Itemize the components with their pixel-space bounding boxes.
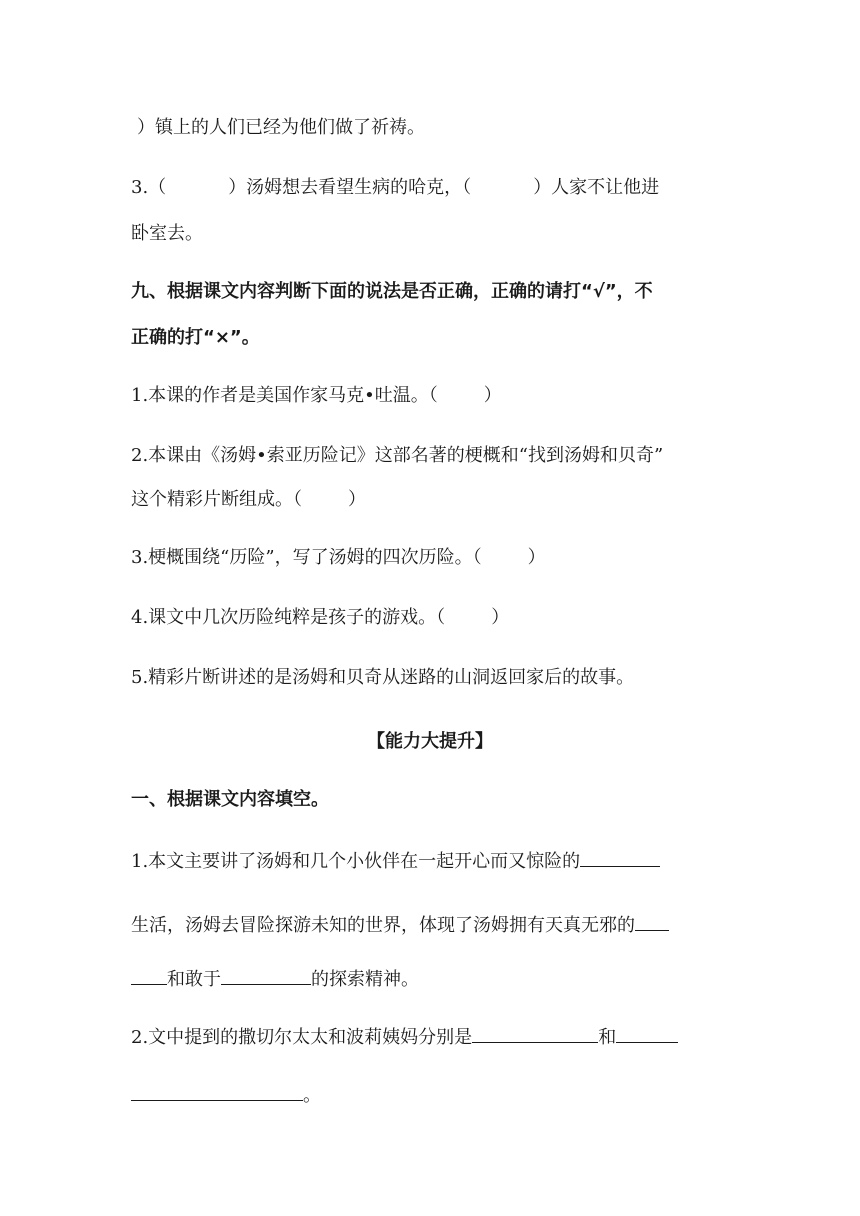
heading-text: 九、根据课文内容判断下面的说法是否正确，正确的请打“√”，不 xyxy=(131,281,653,302)
item-text: 3.梗概围绕“历险”，写了汤姆的四次历险。（ xyxy=(131,547,482,568)
paren-close: ） xyxy=(527,547,546,568)
section-title-text: 【能力大提升】 xyxy=(367,731,493,752)
section-heading-1 xyxy=(131,788,329,812)
section-title xyxy=(0,730,860,754)
fill-blank[interactable] xyxy=(616,1024,678,1043)
question-3-line xyxy=(131,176,659,200)
fill-blank[interactable] xyxy=(131,966,167,985)
judge-item-2 xyxy=(131,444,663,468)
item-text: 和 xyxy=(598,1027,617,1048)
text-line xyxy=(131,222,203,246)
fill-blank[interactable] xyxy=(221,966,311,985)
judge-item-1 xyxy=(131,384,502,408)
fill-blank[interactable] xyxy=(131,1082,303,1101)
item-text: 和敢于 xyxy=(167,969,221,990)
judge-item-4 xyxy=(131,606,509,630)
paren-close: ） xyxy=(483,385,502,406)
judge-item-3 xyxy=(131,546,546,570)
judge-item-5 xyxy=(131,666,634,690)
section-heading-9 xyxy=(131,280,653,304)
question-text: ）汤姆想去看望生病的哈克，（ xyxy=(228,177,472,198)
section-heading-9-cont xyxy=(131,326,260,350)
fill-item-1-cont xyxy=(131,912,669,938)
text-line xyxy=(131,116,425,140)
item-text: 2.本课由《汤姆•索亚历险记》这部名著的梗概和“找到汤姆和贝奇” xyxy=(131,445,664,466)
question-text: ）人家不让他进 xyxy=(533,177,660,198)
heading-text: 正确的打“×”。 xyxy=(131,327,260,348)
fill-item-2-cont xyxy=(131,1082,321,1108)
item-text: 的探索精神。 xyxy=(311,969,419,990)
item-text: 4.课文中几次历险纯粹是孩子的游戏。（ xyxy=(131,607,446,628)
paren-close: ） xyxy=(348,489,366,510)
fill-blank[interactable] xyxy=(580,848,660,867)
item-text: 1.本课的作者是美国作家马克•吐温。（ xyxy=(131,385,438,406)
paren-close: ） xyxy=(491,607,510,628)
item-text: 2.文中提到的撒切尔太太和波莉姨妈分别是 xyxy=(131,1027,473,1048)
item-text: 生活，汤姆去冒险探游未知的世界，体现了汤姆拥有天真无邪的 xyxy=(131,915,635,936)
item-text: 。 xyxy=(303,1085,321,1106)
question-number: 3.（ xyxy=(131,177,167,198)
question-text: 卧室去。 xyxy=(131,223,203,244)
item-text: 这个精彩片断组成。（ xyxy=(131,489,302,510)
sentence-fragment: ）镇上的人们已经为他们做了祈祷。 xyxy=(137,117,425,138)
item-text: 1.本文主要讲了汤姆和几个小伙伴在一起开心而又惊险的 xyxy=(131,851,581,872)
fill-item-2 xyxy=(131,1024,678,1050)
fill-item-1 xyxy=(131,848,660,874)
fill-blank[interactable] xyxy=(472,1024,598,1043)
fill-item-1-cont2 xyxy=(131,966,419,992)
heading-text: 一、根据课文内容填空。 xyxy=(131,789,329,810)
item-text: 5.精彩片断讲述的是汤姆和贝奇从迷路的山洞返回家后的故事。 xyxy=(131,667,635,688)
judge-item-2-cont xyxy=(131,488,366,512)
fill-blank[interactable] xyxy=(635,912,669,931)
